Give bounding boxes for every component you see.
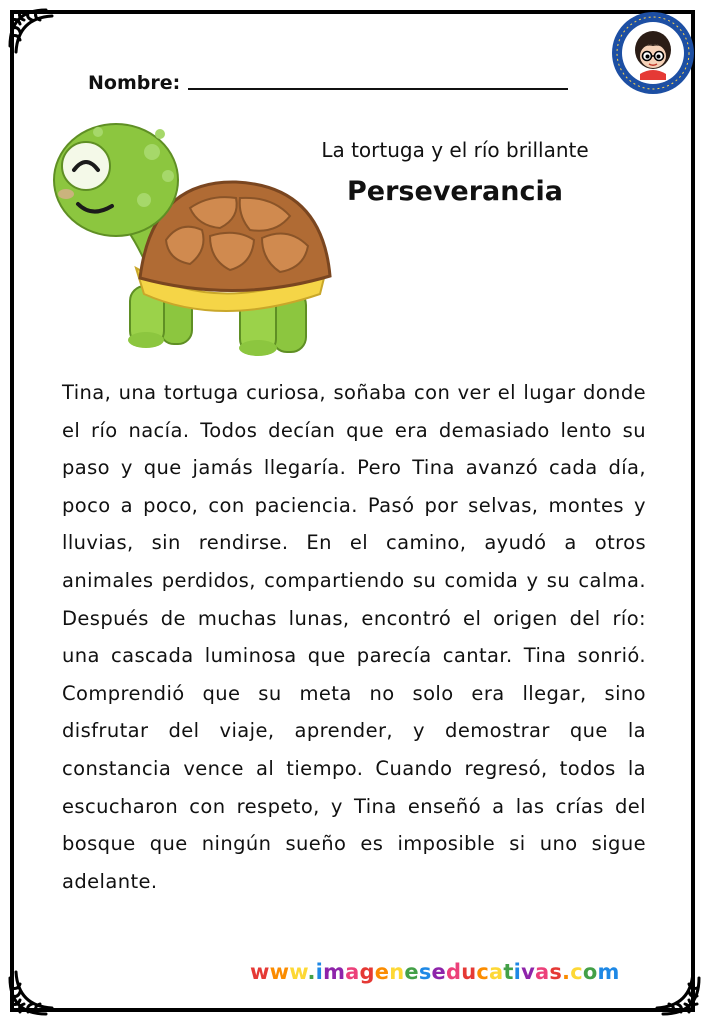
girl-avatar-logo-icon [610,10,696,96]
website-letter: i [315,960,324,984]
website-letter: g [359,960,375,984]
website-letter: m [597,960,620,984]
corner-ornament-top-left [6,6,66,66]
website-letter: e [374,960,390,984]
website-letter: n [389,960,405,984]
website-letter: t [503,960,514,984]
name-field-row [88,64,568,94]
website-letter: c [476,960,490,984]
website-letter: a [489,960,504,984]
website-letter: w [250,960,270,984]
website-letter: v [521,960,535,984]
website-letter: u [461,960,477,984]
story-subtitle: La tortuga y el río brillante [321,138,589,162]
story-paragraph: Tina, una tortuga curiosa, soñaba con ver el lugar donde el río nacía. Todos decían que era demasiado lento su paso y que jamás llegaría. Pero Tina avanzó cada día, poco a poco, con paciencia. Pasó por selvas, montes y lluvias, sin rendirse. En el camino, ayudó a otros animales perdidos, compartiendo su comida y su calma. Después de muchas lunas, encontró el origen del río: una cascada luminosa que parecía cantar. Tina sonrió. Comprendió que su meta no solo era llegar, sino disfrutar del viaje, aprender, y demostrar que la constancia vence al tiempo. Cuando regresó, todos la escucharon con respeto, y Tina enseñó a las crías del bosque que ningún sueño es imposible si uno sigue adelante. [62,381,646,893]
website-letter: . [307,960,316,984]
website-letter: a [534,960,550,984]
website-letter: i [513,960,522,984]
website-link[interactable] [250,960,620,984]
website-letter: m [323,960,346,984]
website-letter: s [418,960,432,984]
corner-ornament-bottom-right [643,958,703,1018]
website-letter: o [582,960,598,984]
name-label: Nombre: [88,72,181,94]
website-letter: a [345,960,360,984]
website-letter: w [289,960,308,984]
website-letter: e [431,960,446,984]
website-letter: s [549,960,563,984]
website-letter: e [404,960,419,984]
corner-ornament-bottom-left [6,958,66,1018]
website-letter: c [570,960,583,984]
name-write-line[interactable] [188,88,568,90]
website-letter: w [269,960,290,984]
page-title: Perseverancia [347,176,563,207]
website-letter: . [562,960,571,984]
website-letter: d [446,960,462,984]
